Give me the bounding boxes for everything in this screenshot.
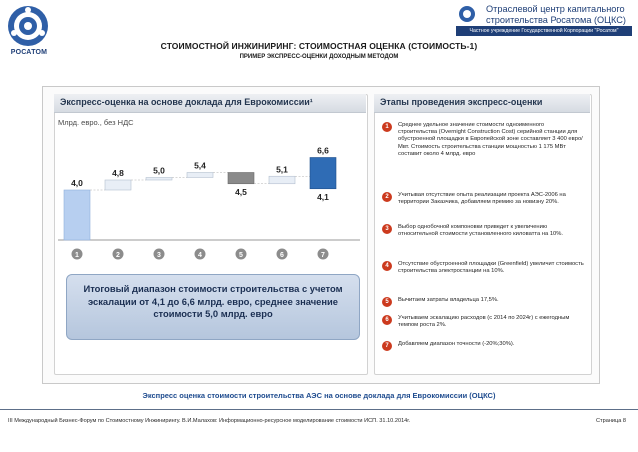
step-text: Учитываем эскалацию расходов (с 2014 по 2024г) с ежегодным темпом роста 2%. [398,315,570,329]
unit-label: Млрд. евро., без НДС [58,118,134,127]
footer-text: III Международный Бизнес-Форум по Стоимостному Инжинирингу. В.И.Малахов: Информационно-ресурсное моделирование стоимости ИСП. 31.10.2014г. [8,418,411,424]
chart-data-label: 5,4 [194,160,206,171]
left-panel-title: Экспресс-оценка на основе доклада для Еврокомиссии¹ [60,97,313,107]
rosatom-small-logo-icon [458,5,482,23]
chart-data-label: 4,5 [235,186,247,197]
chart-bar-6 [269,176,295,184]
waterfall-chart [54,112,366,262]
org-title-line1: Отраслевой центр капитального [486,4,625,14]
rosatom-logo-icon [6,4,50,48]
chart-data-label: 4,1 [317,191,329,202]
step-number-badge: 4 [382,261,392,271]
step-text: Учитывая отсутствие опыта реализации проекта АЭС-2006 на территории Заказчика, добавляем премию за новизну 20%. [398,192,566,206]
chart-data-label: 5,1 [276,164,288,175]
chart-bar-5 [228,173,254,184]
chart-data-label: 5,0 [153,165,165,176]
page-title: СТОИМОСТНОЙ ИНЖИНИРИНГ: СТОИМОСТНАЯ ОЦЕНКА (СТОИМОСТЬ-1) [160,41,478,51]
chart-category-label: 6 [280,252,284,259]
step-number-badge: 2 [382,192,392,202]
step-text: Выбор однобочной компоновки приведет к увеличению относительной стоимости установленного киловатта на 10%. [398,224,564,238]
chart-bar-4 [187,173,213,178]
logo-wordmark: РОСАТОМ [10,49,48,56]
summary-text: Итоговый диапазон стоимости строительства с учетом эскалации от 4,1 до 6,6 млрд. евро, среднее значение стоимости 5,0 млрд. евро [83,283,343,319]
chart-bar-7 [310,158,336,189]
step-number-badge: 1 [382,122,392,132]
chart-data-label: 4,8 [112,168,124,178]
step-number-badge: 6 [382,315,392,325]
chart-category-label: 1 [75,252,79,259]
figure-caption: Экспресс оценка стоимости строительства АЭС на основе доклада для Еврокомиссии (ОЦКС) [142,391,496,400]
chart-category-label: 2 [116,252,120,259]
chart-bar-3 [146,178,172,181]
step-text: Добавляем диапазон точности (-20%;30%). [398,341,515,347]
step-text: Среднее удельное значение стоимости одноименного строительства (Overnight Construction Cost) серийной станции для обустроенной площадки в Европейской зоне составляет 3 400 евро/Мвт. Стоимость строительства станции мощностью 1 175 МВт составит около 4 млрд. евро [398,122,583,157]
chart-bar-1 [64,190,90,240]
step-number-badge: 5 [382,297,392,307]
org-title [486,4,632,25]
org-title-line2: строительства Росатома (ОЦКС) [486,14,626,25]
step-text: Вычитаем затраты владельца 17,5%. [398,297,499,303]
step-text: Отсутствие обустроенной площадки (Greenfield) увеличит стоимость строительства электростанции на 10%. [398,261,584,275]
page-subtitle: ПРИМЕР ЭКСПРЕСС-ОЦЕНКИ ДОХОДНЫМ МЕТОДОМ [239,54,399,60]
page-number: Страница 8 [596,418,627,424]
chart-data-label: 4,0 [71,178,83,188]
footer-divider [0,409,638,410]
step-number-badge: 7 [382,341,392,351]
chart-category-label: 7 [321,252,325,259]
step-number-badge: 3 [382,224,392,234]
chart-category-label: 3 [157,252,161,259]
right-panel-title: Этапы проведения экспресс-оценки [380,97,543,107]
chart-data-label: 6,6 [317,145,329,156]
org-subtitle: Частное учреждение Государственной Корпорации "Росатом" [456,26,632,36]
chart-category-label: 4 [198,252,202,259]
chart-bar-2 [105,180,131,190]
chart-category-label: 5 [239,252,243,259]
